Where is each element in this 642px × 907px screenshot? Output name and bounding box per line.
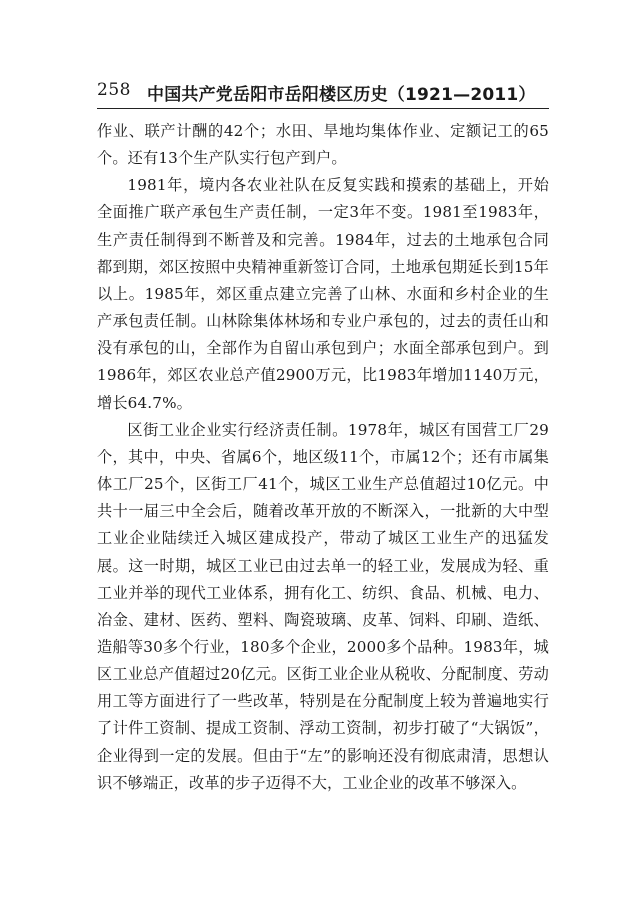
body-text bbox=[97, 118, 549, 797]
page-header bbox=[97, 78, 549, 109]
page-number: 258 bbox=[97, 80, 131, 100]
paragraph-rural-contract-responsibility: 1981年，境内各农业社队在反复实践和摸索的基础上，开始全面推广联产承包生产责任制，一定3年不变。1981至1983年，生产责任制得到不断普及和完善。1984年，过去的土地承包合同都到期，郊区按照中央精神重新签订合同，土地承包期延长到15年以上。1985年，郊区重点建立完善了山林、水面和乡村企业的生产承包责任制。山林除集体林场和专业户承包的，过去的责任山和没有承包的山，全部作为自留山承包到户；水面全部承包到户。到1986年，郊区农业总产值2900万元，比1983年增加1140万元，增长64.7%。 bbox=[97, 176, 549, 412]
paragraph-continuation: 作业、联产计酬的42个；水田、旱地均集体作业、定额记工的65个。还有13个生产队实行包产到户。 bbox=[97, 122, 549, 168]
running-title: 中国共产党岳阳市岳阳楼区历史（1921—2011） bbox=[147, 85, 536, 105]
paragraph-industrial-economic-responsibility: 区街工业企业实行经济责任制。1978年，城区有国营工厂29个，其中，中央、省属6个，地区级11个，市属12个；还有市属集体工厂25个，区街工厂41个，城区工业生产总值超过10亿元。中共十一届三中全会后，随着改革开放的不断深入，一批新的大中型工业企业陆续迁入城区建成投产，带动了城区工业生产的迅猛发展。这一时期，城区工业已由过去单一的轻工业，发展成为轻、重工业并举的现代工业体系，拥有化工、纺织、食品、机械、电力、冶金、建材、医药、塑料、陶瓷玻璃、皮革、饲料、印刷、造纸、造船等30多个行业，180多个企业，2000多个品种。1983年，城区工业总产值超过20亿元。区街工业企业从税收、分配制度、劳动用工等方面进行了一些改革，特别是在分配制度上较为普遍地实行了计件工资制、提成工资制、浮动工资制，初步打破了“大锅饭”，企业得到一定的发展。但由于“左”的影响还没有彻底肃清，思想认识不够端正，改革的步子迈得不大，工业企业的改革不够深入。 bbox=[97, 420, 549, 792]
